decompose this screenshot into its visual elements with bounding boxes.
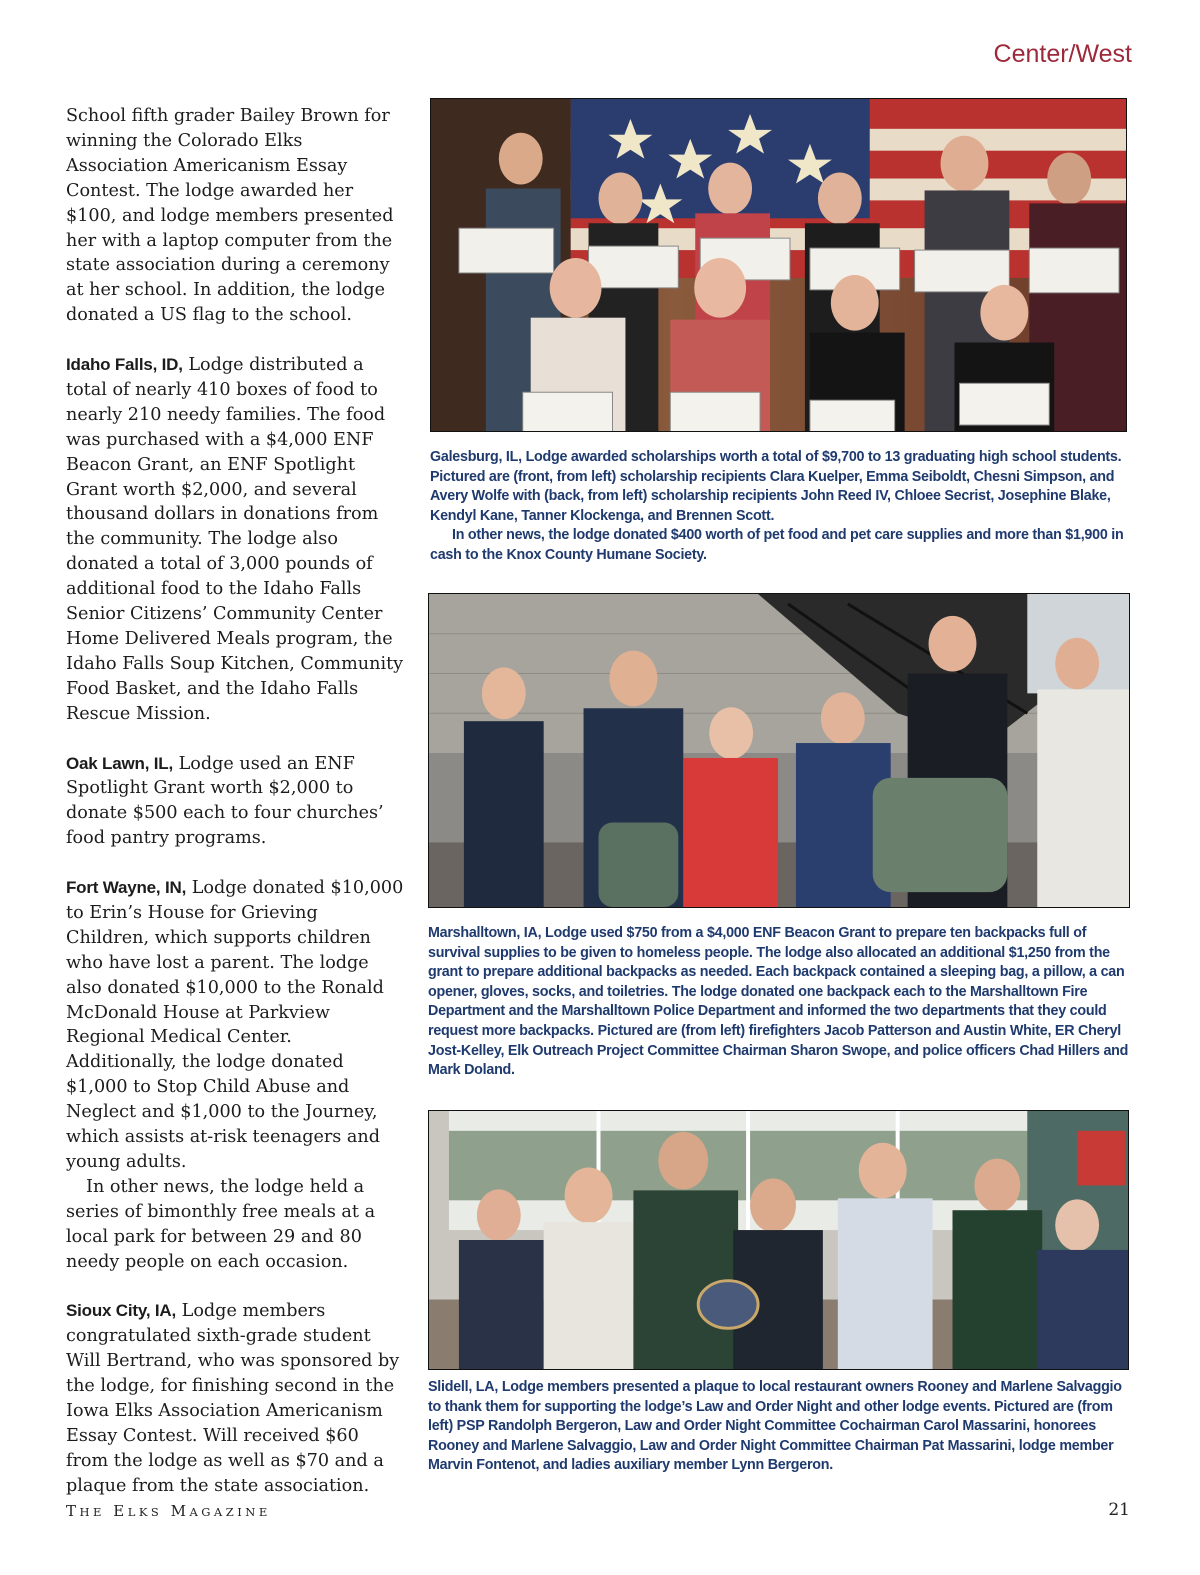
article-paragraph-colorado: School fifth grader Bailey Brown for winning the Colorado Elks Association Americanism Essay Contest. The lodge awarded her $100, and lodge members presented her with a laptop computer from the state association during a ceremony at her school. In addition, the lodge donated a US flag to the school.	[66, 106, 394, 326]
magazine-name: THE ELKS MAGAZINE	[66, 1502, 271, 1520]
lodge-name-idaho-falls: Idaho Falls, ID,	[66, 355, 183, 375]
lodge-name-marshalltown: Marshalltown, IA,	[428, 925, 542, 941]
caption-slidell: Slidell, LA, Lodge members presented a plaque to local restaurant owners Rooney and Marlene Salvaggio to thank them for supporting the lodge’s Law and Order Night and other lodge events. Pictured are (from left) PSP Randolph Bergeron, Law and Order Night Committee Cochairman Carol Massarini, honorees Rooney and Marlene Salvaggio, Law and Order Night Committee Chairman Pat Massarini, lodge member Marvin Fontenot, and ladies auxiliary member Lynn Bergeron.	[428, 1379, 1122, 1474]
page-number: 21	[1108, 1500, 1130, 1520]
article-paragraph-fort-wayne-2: In other news, the lodge held a series of bimonthly free meals at a local park for between 29 and 80 needy people on each occasion.	[66, 1176, 376, 1272]
article-paragraph-sioux-city: Sioux City, IA, Lodge members congratulated sixth-grade student Will Bertrand, who was sponsored by the lodge, for finishing second in the Iowa Elks Association Americanism Essay Contest. Will received $60 from the lodge as well as $70 and a plaque from the state association.	[66, 1301, 400, 1496]
photo-marshalltown-backpack-donation	[428, 593, 1130, 908]
article-paragraph-oak-lawn: Oak Lawn, IL, Lodge used an ENF Spotlight Grant worth $2,000 to donate $500 each to four churches’ food pantry programs.	[66, 753, 384, 849]
lodge-name-fort-wayne: Fort Wayne, IN,	[66, 878, 187, 898]
article-paragraph-idaho-falls: Idaho Falls, ID, Lodge distributed a total of nearly 410 boxes of food to nearly 210 needy families. The food was purchased with a $4,000 ENF Beacon Grant, an ENF Spotlight Grant worth $2,000, and several thousand dollars in donations from the community. The lodge also donated a total of 3,000 pounds of additional food to the Idaho Falls Senior Citizens’ Community Center Home Delivered Meals program, the Idaho Falls Soup Kitchen, Community Food Basket, and the Idaho Falls Rescue Mission.	[66, 355, 404, 724]
photo-galesburg-scholarship-recipients	[430, 98, 1127, 432]
lodge-name-sioux-city: Sioux City, IA,	[66, 1301, 177, 1321]
lodge-name-slidell: Slidell, LA,	[428, 1379, 499, 1395]
lodge-name-galesburg: Galesburg, IL,	[430, 449, 522, 465]
left-column-article	[66, 104, 406, 1499]
photo-slidell-plaque-presentation	[428, 1110, 1129, 1370]
article-paragraph-fort-wayne: Fort Wayne, IN, Lodge donated $10,000 to Erin’s House for Grieving Children, which supports children who have lost a parent. The lodge also donated $10,000 to the Ronald McDonald House at Parkview Regional Medical Center. Additionally, the lodge donated $1,000 to Stop Child Abuse and Neglect and $1,000 to the Journey, which assists at-risk teenagers and young adults.	[66, 878, 404, 1173]
caption-marshalltown: Marshalltown, IA, Lodge used $750 from a $4,000 ENF Beacon Grant to prepare ten backpacks full of survival supplies to be given to homeless people. The lodge also allocated an additional $1,250 from the grant to prepare additional backpacks as needed. Each backpack contained a sleeping bag, a pillow, a can opener, gloves, socks, and toiletries. The lodge donated one backpack each to the Marshalltown Fire Department and the Marshalltown Police Department and informed the two departments that they could request more backpacks. Pictured are (from left) firefighters Jacob Patterson and Austin White, ER Cheryl Jost-Kelley, Elk Outreach Project Committee Chairman Sharon Swope, and police officers Chad Hillers and Mark Doland.	[428, 925, 1129, 1079]
section-label: Center/West	[993, 40, 1132, 68]
caption-galesburg: Galesburg, IL, Lodge awarded scholarships worth a total of $9,700 to 13 graduating high school students. Pictured are (front, from left) scholarship recipients Clara Kuelper, Emma Seiboldt, Chesni Simpson, and Avery Wolfe with (back, from left) scholarship recipients John Reed IV, Chloee Secrist, Josephine Blake, Kendyl Kane, Tanner Klockenga, and Brennen Scott. In other news, the lodge donated $400 worth of pet food and pet care supplies and more than $1,900 in cash to the Knox County Humane Society.	[430, 449, 1124, 563]
lodge-name-oak-lawn: Oak Lawn, IL,	[66, 753, 173, 773]
